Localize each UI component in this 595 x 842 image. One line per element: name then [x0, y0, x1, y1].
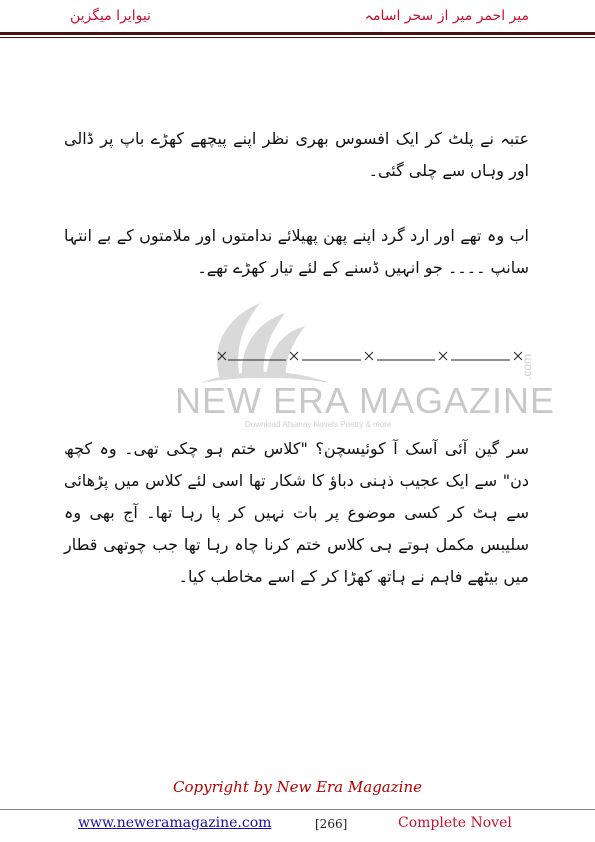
header-rule-thick — [0, 32, 595, 35]
paragraph-3: سر گین آئی آسک آ کوئیسچن؟ "کلاس ختم ہو چکی تھی۔ وہ کچھ دن" سے ایک عجیب ذہنی دباؤ کا شکار تھا اسی لئے کلاس میں پڑھائی سے ہٹ کر کسی موضوع پر بات نہیں کر پا رہا تھا۔ آج بھی وہ سلیبس مکمل ہوتے ہی کلاس ختم کرنا چاہ رہا تھا جب چوتھی قطار میں بیٹھے فاہم نے ہاتھ کھڑا کر کے اسے مخاطب کیا۔ — [64, 439, 529, 586]
watermark-title: NEW ERA MAGAZINE — [175, 380, 556, 421]
website-link[interactable]: www.neweramagazine.com — [78, 815, 272, 831]
paragraph-1: عتبہ نے پلٹ کر ایک افسوس بھری نظر اپنے پیچھے کھڑے باپ پر ڈالی اور وہاں سے چلی گئی۔ — [64, 129, 529, 180]
watermark-book-logo-icon — [180, 298, 400, 388]
watermark-domain-suffix: .com — [520, 353, 534, 380]
scene-break-separator — [216, 346, 526, 366]
copyright-notice: Copyright by New Era Magazine — [173, 778, 422, 796]
header-rule-thin — [0, 37, 595, 38]
header-magazine-name: نیوایرا میگزین — [70, 8, 151, 24]
category-label: Complete Novel — [398, 815, 512, 831]
watermark-subtitle: Download Afsanay Novels Poetry & more — [245, 420, 392, 429]
footer-rule — [0, 809, 595, 810]
paragraph-2: اب وہ تھے اور ارد گرد اپنے پھن پھیلائے ندامتوں اور ملامتوں کے بے انتہا سانپ ۔۔۔۔ جو انہیں ڈسنے کے لئے تیار کھڑے تھے۔ — [64, 226, 529, 277]
header-author: میر احمر میر از سحر اسامہ — [364, 8, 529, 24]
page-number: [266] — [315, 817, 348, 831]
